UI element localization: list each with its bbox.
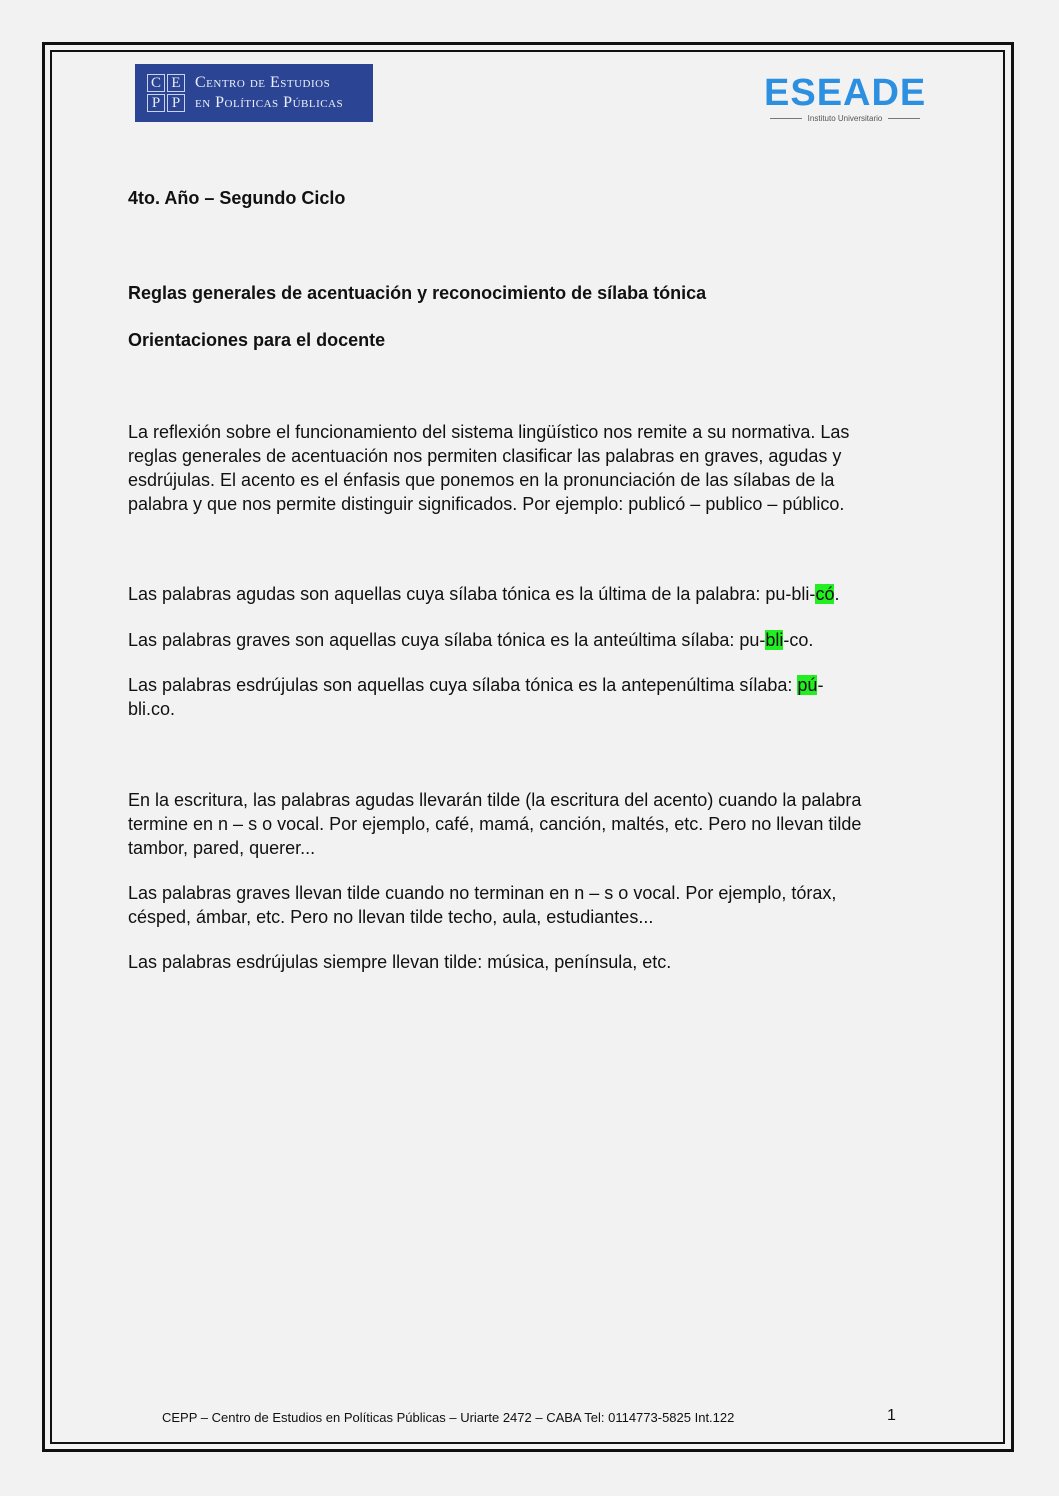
definition-text: Las palabras esdrújulas son aquellas cuya sílaba tónica es la antepenúltima sílaba:	[128, 675, 798, 695]
cepp-logo-line2: en Políticas Públicas	[195, 94, 344, 111]
esade-rule-left	[770, 118, 802, 119]
definition-esdrujulas	[128, 673, 938, 721]
tonic-syllable-highlight: có	[815, 584, 835, 604]
cepp-letter: P	[147, 94, 165, 112]
esade-logo	[764, 74, 926, 123]
cepp-logo-line1: Centro de Estudios	[195, 74, 331, 91]
definition-text: Las palabras agudas son aquellas cuya sílaba tónica es la última de la palabra: pu-bli-	[128, 584, 816, 604]
esade-logo-subtitle: Instituto Universitario	[807, 114, 883, 123]
intro-line: La reflexión sobre el funcionamiento del sistema lingüístico nos remite a su normativa. Las	[128, 422, 850, 442]
tonic-syllable-highlight: bli	[765, 630, 784, 650]
cepp-logo	[135, 64, 373, 122]
cepp-letter: C	[147, 74, 165, 92]
intro-line: palabra y que nos permite distinguir significados. Por ejemplo: publicó – publico – público.	[128, 494, 845, 514]
cepp-logo-text	[195, 73, 343, 113]
page-border-inner	[50, 50, 1005, 1444]
definition-agudas	[128, 582, 938, 606]
definition-text: Las palabras graves son aquellas cuya sílaba tónica es la anteúltima sílaba: pu-	[128, 630, 766, 650]
rule-line: tambor, pared, querer...	[128, 838, 316, 858]
rule-line: En la escritura, las palabras agudas llevarán tilde (la escritura del acento) cuando la palabra	[128, 790, 862, 810]
definition-text: -	[817, 675, 824, 695]
definition-text: -co.	[783, 630, 814, 650]
definition-line	[128, 673, 938, 697]
esade-logo-subtitle-row	[764, 114, 926, 123]
rule-line: césped, ámbar, etc. Pero no llevan tilde techo, aula, estudiantes...	[128, 907, 654, 927]
rule-line: termine en n – s o vocal. Por ejemplo, café, mamá, canción, maltés, etc. Pero no llevan tilde	[128, 814, 862, 834]
definition-text: .	[834, 584, 840, 604]
page-footer: CEPP – Centro de Estudios en Políticas Públicas – Uriarte 2472 – CABA Tel: 0114773-5825 Int.122	[162, 1410, 735, 1425]
page-number: 1	[887, 1407, 896, 1424]
esade-logo-word: ESEADE	[764, 72, 927, 114]
rule-esdrujulas: Las palabras esdrújulas siempre llevan tilde: música, península, etc.	[128, 952, 672, 972]
cepp-letter: P	[167, 94, 185, 112]
definition-line: bli.co.	[128, 699, 176, 719]
cepp-letter: E	[167, 74, 185, 92]
document-subtitle: Orientaciones para el docente	[128, 330, 386, 350]
esade-rule-right	[888, 118, 920, 119]
definition-graves	[128, 628, 938, 652]
document-title: Reglas generales de acentuación y reconocimiento de sílaba tónica	[128, 283, 707, 303]
grade-heading: 4to. Año – Segundo Ciclo	[128, 188, 346, 208]
cepp-letter-grid	[147, 74, 185, 112]
intro-line: esdrújulas. El acento es el énfasis que ponemos en la pronunciación de las sílabas de la	[128, 470, 835, 490]
rule-line: Las palabras graves llevan tilde cuando no terminan en n – s o vocal. Por ejemplo, tórax,	[128, 883, 837, 903]
rule-graves	[128, 881, 938, 929]
intro-line: reglas generales de acentuación nos permiten clasificar las palabras en graves, agudas y	[128, 446, 842, 466]
intro-paragraph	[128, 420, 938, 516]
rule-agudas	[128, 788, 938, 860]
tonic-syllable-highlight: pú	[797, 675, 818, 695]
